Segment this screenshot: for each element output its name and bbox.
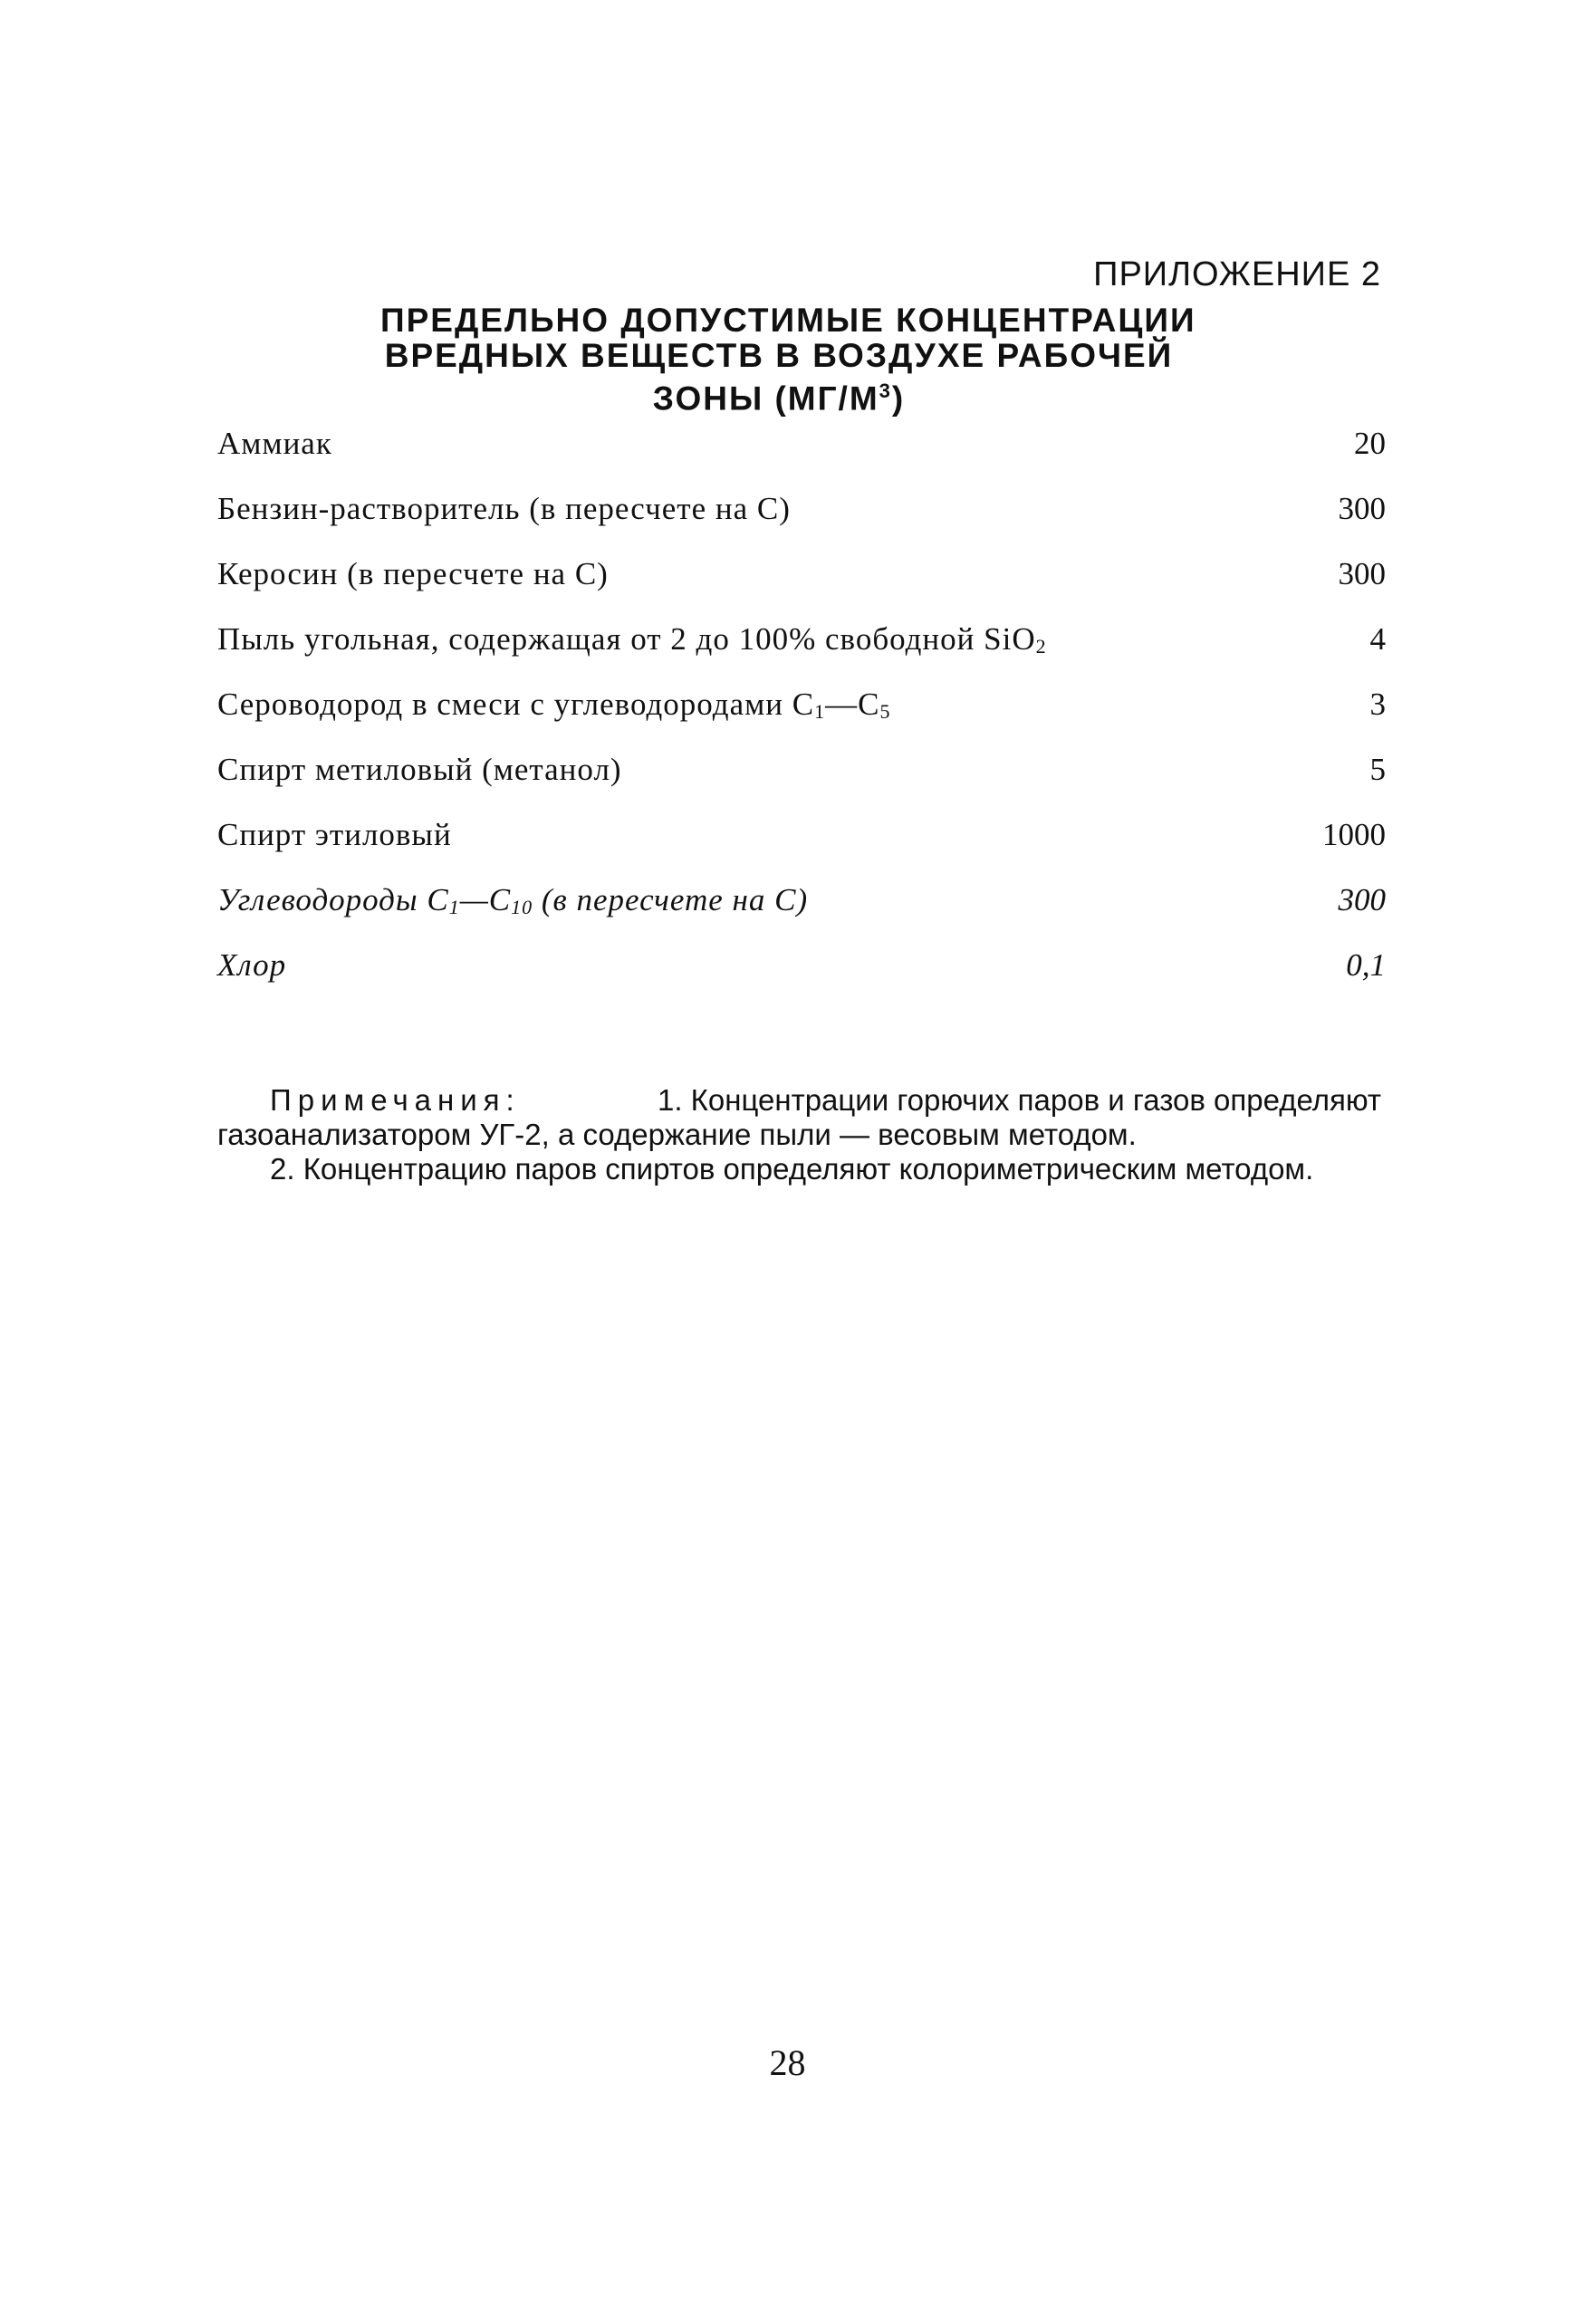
table-row [217,426,1386,491]
table-row [217,882,1386,947]
note-1-first-line [217,1083,1381,1118]
substance-name: Аммиак [217,426,332,461]
substance-value: 3 [1369,687,1386,722]
note-1-start: 1. Концентрации горючих паров и газов определяют [657,1083,1381,1117]
table-row [217,621,1386,687]
table-row [217,556,1386,621]
table-row [217,491,1386,556]
substance-name: Спирт этиловый [217,817,452,852]
substance-value: 4 [1369,621,1386,657]
title-line-1: ПРЕДЕЛЬНО ДОПУСТИМЫЕ КОНЦЕНТРАЦИИ [380,302,1196,339]
substance-value: 300 [1338,491,1386,526]
substance-name: Сероводород в смеси с углеводородами $C_1—C_5$ [217,687,891,723]
title-line-3: ЗОНЫ $(МГ/М^3)$ [652,379,906,418]
note-2: 2. Концентрацию паров спиртов определяют колориметрическим методом. [270,1152,1314,1186]
page-title [380,302,1196,418]
appendix-label: ПРИЛОЖЕНИЕ 2 [1093,255,1381,293]
substance-value: 1000 [1322,817,1386,852]
table-row [217,752,1386,817]
substance-value: 20 [1354,426,1386,461]
substance-name: Бензин-растворитель (в пересчете на С) [217,491,791,526]
notes-heading: Примечания: [270,1083,521,1117]
substance-value: 300 [1338,882,1386,917]
substance-name: Спирт метиловый (метанол) [217,752,622,787]
table-row [217,687,1386,752]
table-row [217,817,1386,882]
table-row [217,947,1386,1013]
substance-value: 5 [1369,752,1386,787]
substance-name: Пыль угольная, содержащая от 2 до 100% свободной SiO$_2$ [217,621,1047,658]
page-number: 28 [769,2042,806,2083]
superscript-3: 3 [879,379,892,402]
substance-value: 300 [1338,556,1386,591]
substance-value: 0,1 [1346,947,1386,983]
title-line-2: ВРЕДНЫХ ВЕЩЕСТВ В ВОЗДУХЕ РАБОЧЕЙ [384,337,1174,374]
notes-section [217,1083,1381,1186]
substance-name: Хлор [217,947,287,983]
substance-name: Керосин (в пересчете на С) [217,556,609,591]
substance-table [217,426,1386,1013]
note-1-continuation: газоанализатором УГ-2, а содержание пыли — весовым методом. [217,1118,1137,1151]
substance-name: Углеводороды $C_1—C_{10}$ (в пересчете на С) [217,882,809,918]
